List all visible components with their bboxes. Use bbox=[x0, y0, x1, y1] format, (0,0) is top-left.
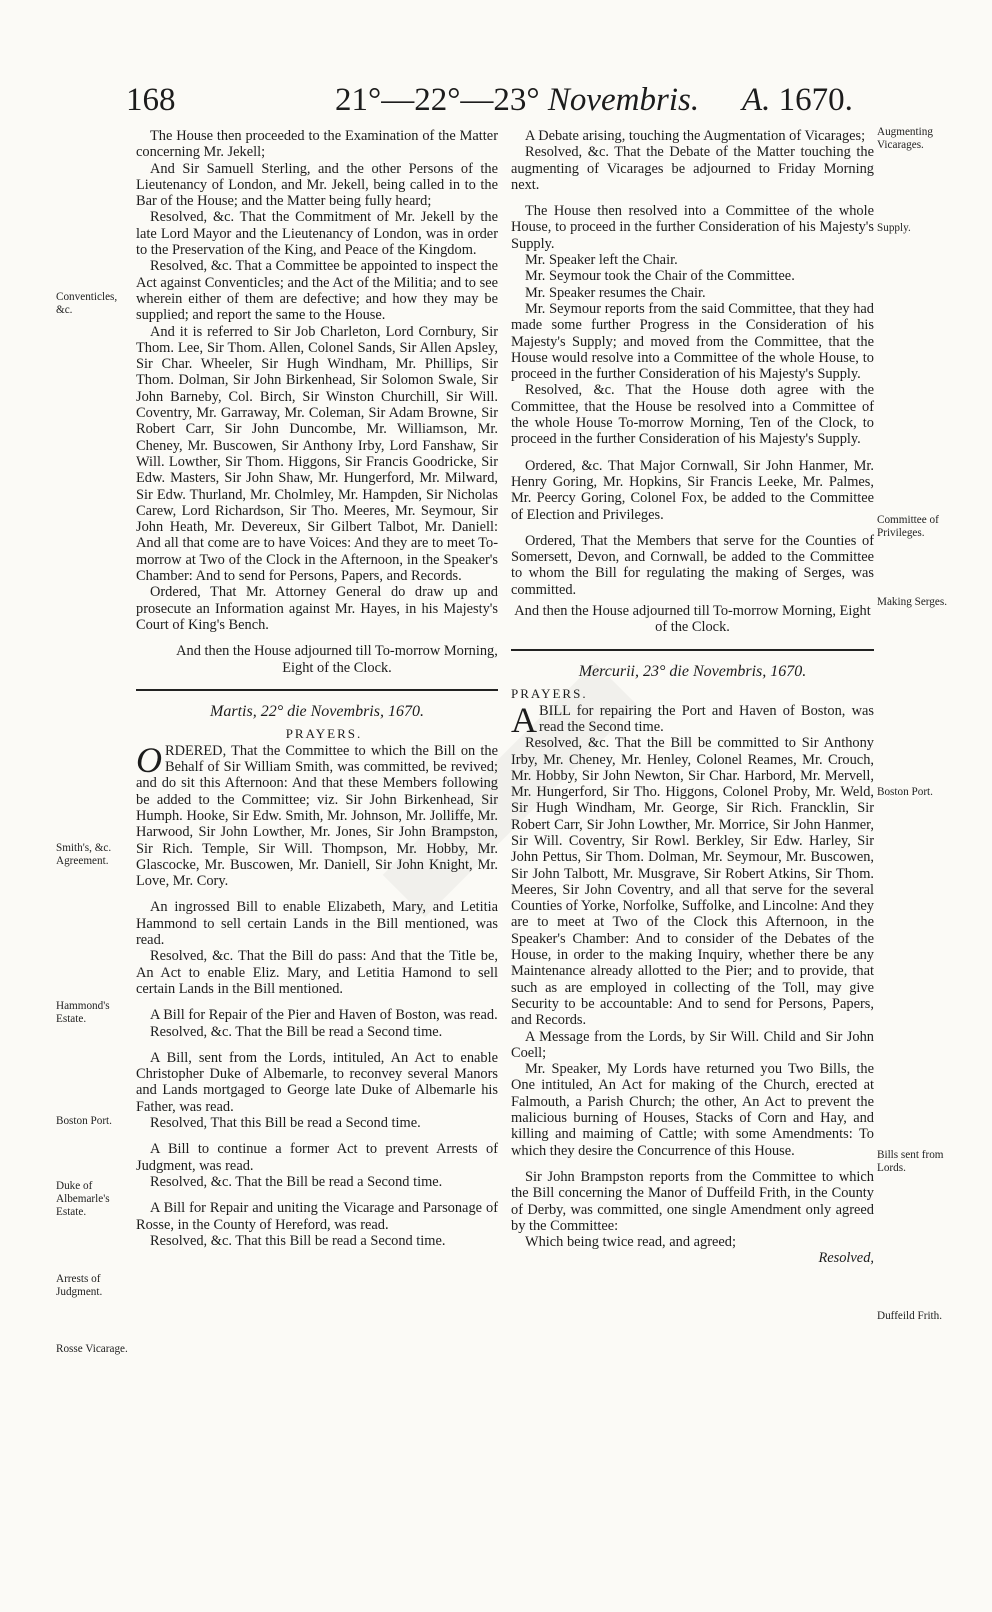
right-column bbox=[511, 128, 874, 1267]
paragraph: A Debate arising, touching the Augmentation of Vicarages; bbox=[525, 128, 866, 144]
left-column bbox=[136, 128, 498, 1249]
paragraph: A Bill, sent from the Lords, intituled, An Act to enable Christopher Duke of Albemarle, to reconvey several Manors and Lands mortgaged to George late Duke of Albemarle his Father, was read. bbox=[136, 1049, 498, 1115]
paragraph: Ordered, That Mr. Attorney General do draw up and prosecute an Information against Mr. Hayes, in his Majesty's Court of King's Bench. bbox=[136, 584, 498, 633]
drop-cap: O bbox=[136, 739, 162, 780]
paragraph-text: BILL for repairing the Port and Haven of Boston, was read the Second time. bbox=[539, 702, 874, 735]
margin-note-boston-port: Boston Port. bbox=[877, 786, 933, 798]
margin-note-hammond: Hammond's Estate. bbox=[56, 1000, 110, 1025]
margin-note-duffeild: Duffeild Frith. bbox=[877, 1310, 943, 1322]
paragraph: And Sir Samuell Sterling, and the other Persons of the Lieutenancy of London, and Mr. Jekell, being called in to the Bar of the House; and the Matter being fully heard; bbox=[136, 160, 498, 210]
margin-note-serges: Making Serges. bbox=[877, 596, 948, 608]
adjournment: And then the House adjourned till To-morrow Morning, Eight of the Clock. bbox=[176, 643, 498, 676]
paragraph: Resolved, &c. That the Commitment of Mr. Jekell by the late Lord Mayor and the Lieutenancy of London, was in order to the Preservation of the King, and Peace of the Kingdom. bbox=[136, 209, 498, 259]
paragraph: A Message from the Lords, by Sir Will. Child and Sir John Coell; bbox=[511, 1028, 874, 1061]
paragraph bbox=[511, 699, 874, 740]
paragraph: Resolved, &c. That the Bill do pass: And that the Title be, An Act to enable Eliz. Mary, and Letitia Hamond to sell certain Lands in the Bill mentioned. bbox=[136, 948, 498, 997]
paragraph: A Bill to continue a former Act to prevent Arrests of Judgment, was read. bbox=[136, 1141, 498, 1174]
margin-note-boston: Boston Port. bbox=[56, 1115, 112, 1127]
paragraph: Resolved, &c. That the House doth agree with the Committee, that the House be resolved into a Committee of the whole House To-morrow Morning, Ten of the Clock, to proceed in the further Consideration of his Majesty's Supply. bbox=[511, 382, 874, 448]
margin-note-bills: Bills sent from Lords. bbox=[877, 1149, 944, 1174]
paragraph: Which being twice read, and agreed; bbox=[525, 1234, 736, 1251]
header-year bbox=[742, 80, 853, 120]
margin-note-rosse: Rosse Vicarage. bbox=[56, 1343, 128, 1355]
page-number: 168 bbox=[126, 82, 176, 118]
paragraph: Mr. Seymour reports from the said Committee, that they had made some further Progress in the Consideration of his Majesty's Supply; and moved from the Committee, that the House would resolve into a Committee of the whole House, to proceed in the further Consideration of his Majesty's Supply. bbox=[511, 300, 874, 383]
header-year-value: 1670. bbox=[778, 82, 853, 118]
paragraph: Resolved, &c. That the Bill be committed to Sir Anthony Irby, Mr. Cheney, Mr. Henley, Colonel Reames, Mr. Crouch, Mr. Hobby, Sir John Newton, Sir Char. Harbord, Mr. Mervell, Mr. Hungerford, Sir Tho. Higgons, Colonel Proby, Mr. Weld, Sir Hugh Windham, Mr. George, Sir Rich. Francklin, Sir Robert Carr, Sir John Lowther, Mr. Morrice, Sir John Hanmer, Sir Will. Coventry, Sir Rowl. Berkley, Sir Edw. Harley, Sir John Pettus, Sir Thom. Dolman, Mr. Seymour, Mr. Buscowen, Sir John Talbott, Mr. Musgrave, Sir Robert Atkins, Sir Thom. Meeres, Sir John Coventry, and all that serve for the several Counties of Yorke, Norfolke, Suffolke, and Lincolne: And they are to meet at Two of the Clock this Afternoon, in the Speaker's Chamber: And to consider of the Debates of the House, in order to the making Inquiry, whether there be any Maintenance already allotted to the Pier; and to provide, that such as are employed in collecting of the Toll, may give Security to be accountable: And to send for Persons, Papers, and Records. bbox=[511, 735, 874, 1029]
paragraph: Mr. Seymour took the Chair of the Committee. bbox=[525, 268, 795, 285]
margin-note-committee: Committee of Privileges. bbox=[877, 514, 939, 539]
paragraph-text: RDERED, That the Committee to which the Bill on the Behalf of Sir William Smith, was committed, be revived; and do sit this Afternoon: And that these Members following be added to the Committee; viz. Sir John Birkenhead, Sir Humph. Hooke, Sir Edw. Smith, Mr. Johnson, Mr. Jolliffe, Mr. Harwood, Sir John Lowther, Mr. Jones, Sir John Brampston, Sir Rich. Temple, Sir Will. Thompson, Mr. Hobby, Mr. Glascocke, Mr. Buscowen, Mr. Daniell, Sir John Knight, Mr. Love, Mr. Cory. bbox=[136, 742, 498, 890]
section-rule bbox=[511, 649, 874, 651]
margin-note-conventicles: Conventicles, &c. bbox=[56, 291, 118, 316]
paragraph: The House then proceeded to the Examination of the Matter concerning Mr. Jekell; bbox=[136, 128, 498, 161]
paragraph: A Bill for Repair of the Pier and Haven of Boston, was read. bbox=[150, 1007, 498, 1024]
prayers-heading: PRAYERS. bbox=[285, 725, 363, 741]
header-date-range: 21°—22°—23° bbox=[335, 82, 540, 118]
margin-note-albemarle: Duke of Albemarle's Estate. bbox=[56, 1180, 110, 1218]
header-month: Novembris. bbox=[547, 82, 700, 118]
catchword: Resolved, bbox=[818, 1250, 874, 1267]
paragraph: Mr. Speaker left the Chair. bbox=[525, 252, 678, 269]
day-heading: Martis, 22° die Novembris, 1670. bbox=[210, 702, 424, 720]
paragraph: An ingrossed Bill to enable Elizabeth, Mary, and Letitia Hammond to sell certain Lands in the Bill mentioned, was read. bbox=[136, 899, 498, 949]
paragraph bbox=[136, 739, 498, 890]
paragraph: A Bill for Repair and uniting the Vicarage and Parsonage of Rosse, in the County of Hereford, was read. bbox=[136, 1200, 498, 1233]
paragraph: Ordered, &c. That Major Cornwall, Sir John Hanmer, Mr. Henry Goring, Mr. Hopkins, Sir Francis Leeke, Mr. Palmes, Mr. Peercy Goring, Colonel Fox, be added to the Committee of Election and Privileges. bbox=[511, 457, 874, 523]
header-year-prefix: A. bbox=[742, 82, 771, 118]
margin-note-smith: Smith's, &c. Agreement. bbox=[56, 842, 112, 867]
margin-note-supply: Supply. bbox=[877, 222, 911, 234]
paragraph: Ordered, That the Members that serve for the Counties of Somersett, Devon, and Cornwall, be added to the Committee to whom the Bill for regulating the making of Serges, was committed. bbox=[511, 532, 874, 598]
paragraph: Resolved, &c. That the Debate of the Matter touching the augmenting of Vicarages be adjourned to Friday Morning next. bbox=[511, 144, 874, 193]
paragraph: Sir John Brampston reports from the Committee to which the Bill concerning the Manor of Duffeild Frith, in the County of Derby, was committed, one single Amendment only agreed by the Committee: bbox=[511, 1168, 874, 1234]
paragraph: Resolved, That this Bill be read a Second time. bbox=[150, 1115, 421, 1132]
header-dates bbox=[335, 80, 699, 120]
drop-cap: A bbox=[511, 699, 537, 740]
section-rule bbox=[136, 689, 498, 691]
paragraph: Resolved, &c. That a Committee be appointed to inspect the Act against Conventicles; and the Act of the Militia; and to see wherein either of them are defective; and how they may be supplied; and report the same to the House. bbox=[136, 258, 498, 324]
paragraph: The House then resolved into a Committee of the whole House, to proceed in the further Consideration of his Majesty's Supply. bbox=[511, 203, 874, 252]
paragraph: Mr. Speaker, My Lords have returned you Two Bills, the One intituled, An Act for making of the Church, erected at Falmouth, a Parish Church; the other, An Act to prevent the malicious burning of Houses, Stacks of Corn and Hay, and killing and maiming of Cattle; with some Amendments: To which they desire the Concurrence of this House. bbox=[511, 1061, 874, 1159]
prayers-heading: PRAYERS. bbox=[511, 685, 588, 701]
paragraph: And it is referred to Sir Job Charleton, Lord Cornbury, Sir Thom. Lee, Sir Thom. Allen, Colonel Sands, Sir Allen Apsley, Sir Char. Wheeler, Sir Hugh Windham, Mr. Phillips, Sir Thom. Dolman, Sir John Birkenhead, Sir Solomon Swale, Sir John Barneby, Col. Birch, Sir Winston Churchill, Sir Will. Coventry, Mr. Garraway, Mr. Coleman, Sir Adam Browne, Sir Robert Carr, Sir John Duncombe, Mr. Williamson, Mr. Cheney, Mr. Buscowen, Sir Anthony Irby, Lord Fanshaw, Sir Will. Lowther, Sir Thom. Higgons, Sir Francis Goodricke, Sir Edw. Masters, Sir John Shaw, Mr. Hungerford, Mr. Milward, Sir Edw. Thurland, Mr. Cholmley, Mr. Hampden, Sir Nicholas Carew, Lord Richardson, Sir Tho. Meeres, Mr. Seymour, Sir John Heath, Mr. Devereux, Sir Gilbert Talbot, Mr. Daniell: And all that come are to have Voices: And they are to meet To-morrow at Two of the Clock in the Afternoon, in the Speaker's Chamber: And to send for Persons, Papers, and Records. bbox=[136, 323, 498, 585]
adjournment: And then the House adjourned till To-morrow Morning, Eight of the Clock. bbox=[514, 603, 871, 636]
paragraph: Mr. Speaker resumes the Chair. bbox=[525, 284, 706, 301]
paragraph: Resolved, &c. That this Bill be read a Second time. bbox=[150, 1232, 446, 1249]
margin-note-arrests: Arrests of Judgment. bbox=[56, 1273, 103, 1298]
paragraph: Resolved, &c. That the Bill be read a Second time. bbox=[150, 1023, 443, 1040]
day-heading: Mercurii, 23° die Novembris, 1670. bbox=[578, 662, 807, 680]
paragraph: Resolved, &c. That the Bill be read a Second time. bbox=[150, 1173, 443, 1190]
margin-note-augmenting: Augmenting Vicarages. bbox=[877, 126, 933, 151]
